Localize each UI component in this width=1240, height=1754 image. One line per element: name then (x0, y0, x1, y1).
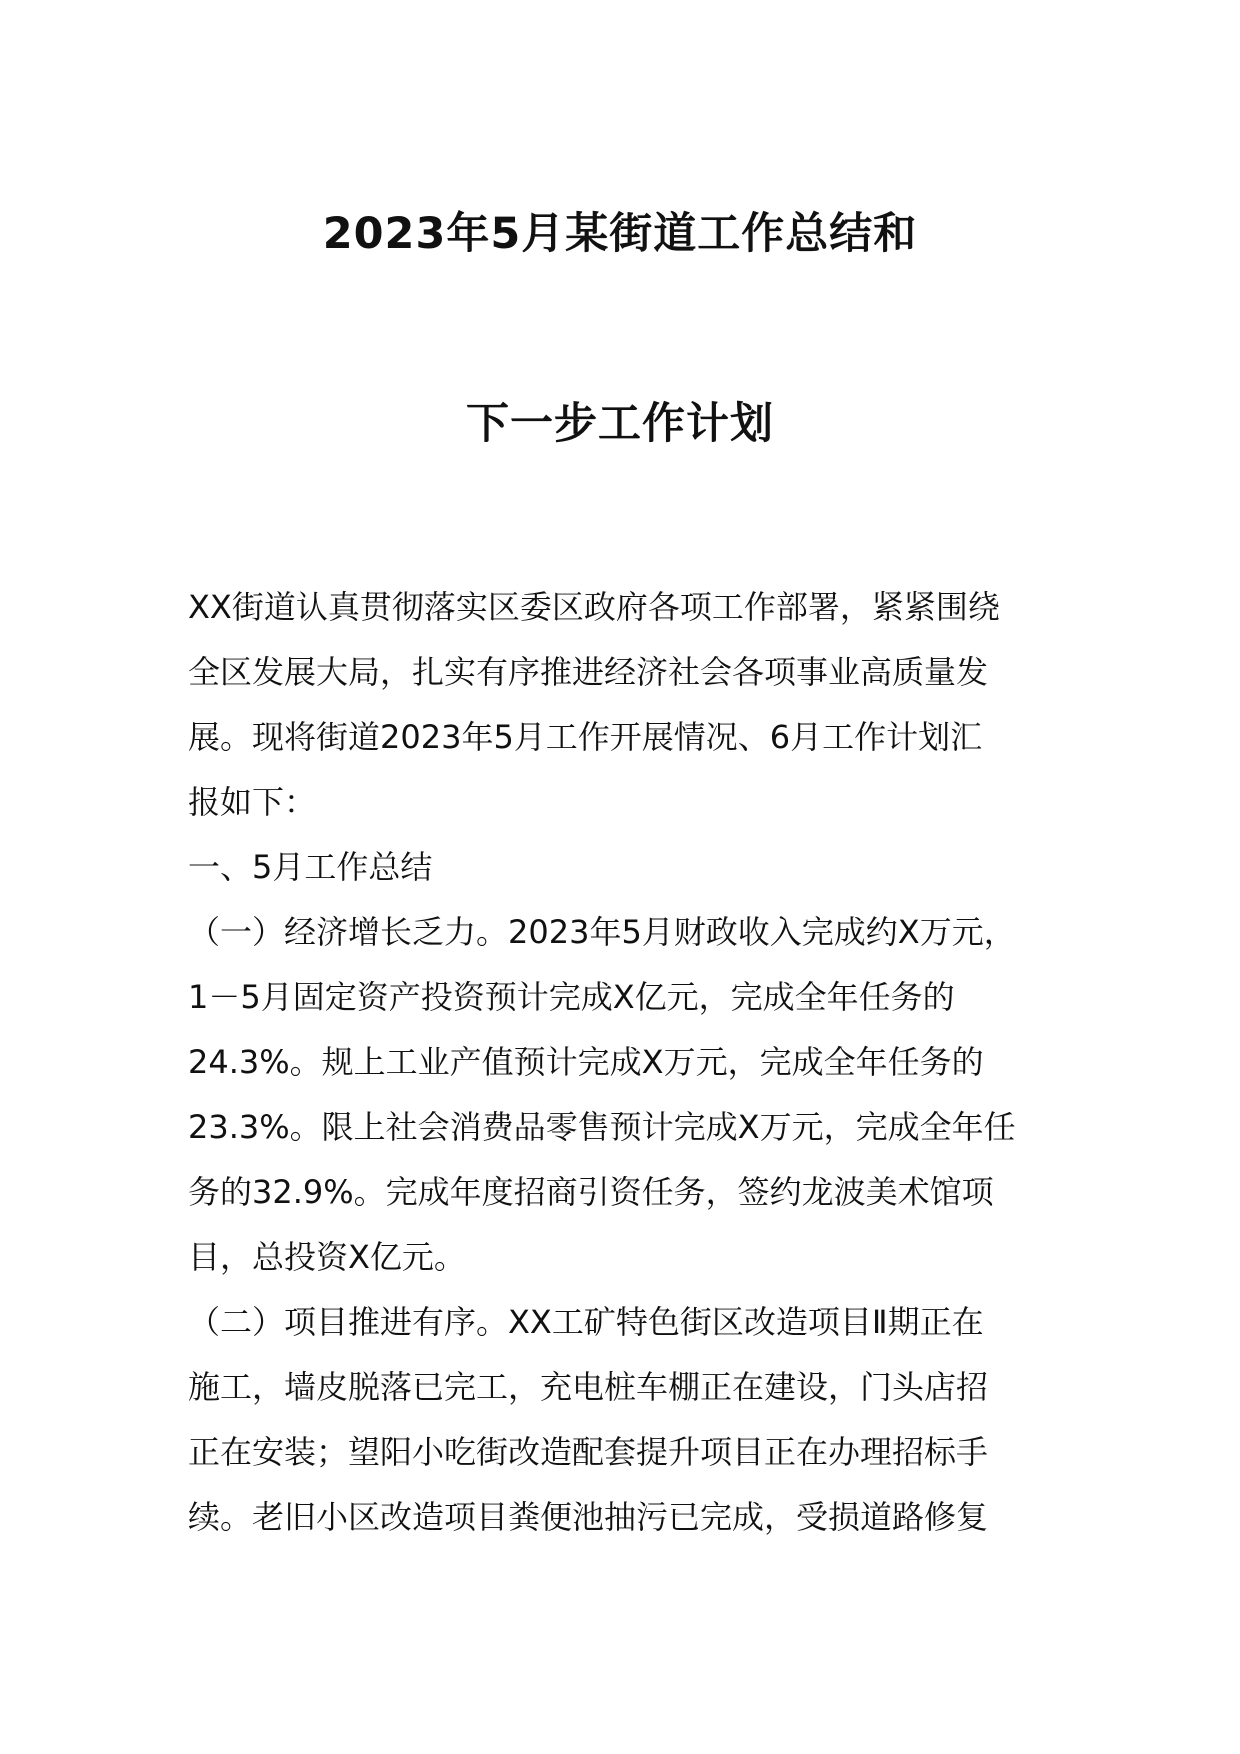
body-line: XX街道认真贯彻落实区委区政府各项工作部署，紧紧围绕 (188, 588, 1000, 626)
body-line: 目，总投资X亿元。 (188, 1238, 466, 1276)
body-line: 24.3%。规上工业产值预计完成X万元，完成全年任务的 (188, 1043, 984, 1081)
document-body (188, 575, 1088, 1550)
body-line: 报如下： (188, 783, 317, 821)
body-line: 续。老旧小区改造项目粪便池抽污已完成，受损道路修复 (188, 1498, 989, 1536)
body-line: 23.3%。限上社会消费品零售预计完成X万元，完成全年任 (188, 1108, 1016, 1146)
body-line: 务的32.9%。完成年度招商引资任务，签约龙波美术馆项 (188, 1173, 994, 1211)
body-line: 展。现将街道2023年5月工作开展情况、6月工作计划汇 (188, 718, 983, 756)
body-line: 1－5月固定资产投资预计完成X亿元，完成全年任务的 (188, 978, 955, 1016)
document-title-line-1: 2023年5月某街道工作总结和 (322, 209, 918, 259)
body-line: 施工，墙皮脱落已完工，充电桩车棚正在建设，门头店招 (188, 1368, 989, 1406)
body-line: （一）经济增长乏力。2023年5月财政收入完成约X万元， (188, 913, 1016, 951)
body-line: 全区发展大局，扎实有序推进经济社会各项事业高质量发 (188, 653, 989, 691)
document-title-line-2: 下一步工作计划 (466, 399, 774, 449)
body-line: 正在安装；望阳小吃街改造配套提升项目正在办理招标手 (188, 1433, 989, 1471)
body-line: （二）项目推进有序。XX工矿特色街区改造项目Ⅱ期正在 (188, 1303, 984, 1341)
section-heading: 一、5月工作总结 (188, 848, 433, 886)
